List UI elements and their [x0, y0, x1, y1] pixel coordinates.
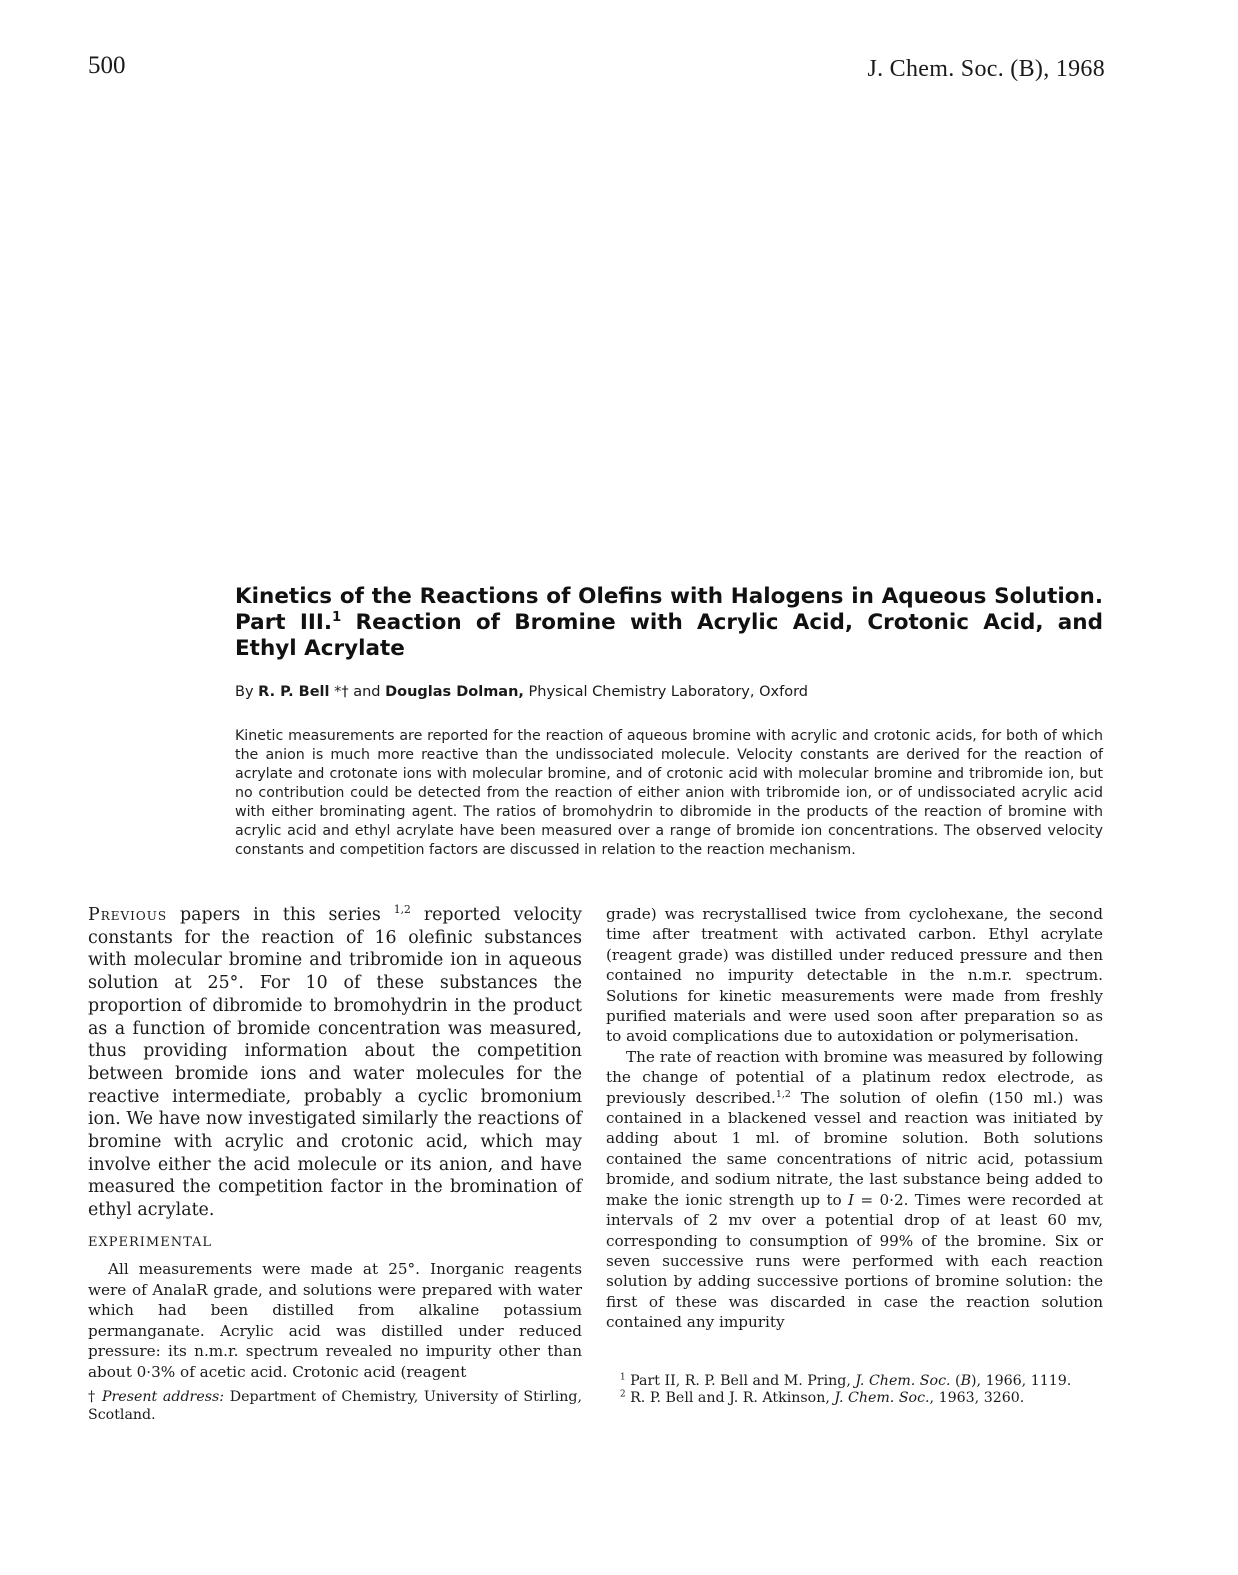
address-footnote — [88, 1388, 582, 1424]
dagger-mark: † — [88, 1389, 97, 1405]
intro-lead: Previous — [88, 905, 168, 925]
right-column — [606, 904, 1103, 1333]
experimental-paragraph: All measurements were made at 25°. Inorganic reagents were of AnalaR grade, and solutions were prepared with water which had been distilled from alkaline potassium permanganate. Acrylic acid was distilled under reduced pressure: its n.m.r. spectrum revealed no impurity other than about 0·3% of acetic acid. Crotonic acid (reagent — [88, 1260, 582, 1381]
experimental-heading: EXPERIMENTAL — [88, 1235, 213, 1250]
footnote-1 — [606, 1373, 1103, 1390]
title-subtitle: Reaction of Bromine with Acrylic Acid, Crotonic Acid, and Ethyl Acrylate — [235, 610, 1103, 661]
address-label: Present address: — [101, 1389, 225, 1405]
abstract: Kinetic measurements are reported for the reaction of aqueous bromine with acrylic and crotonic acids, for both of which the anion is much more reactive than the undissociated molecule. Velocity constants are derived for the reaction of acrylate and crotonate ions with molecular bromine, and of crotonic acid with molecular bromine and tribromide ion, but no contribution could be detected from the reaction of either anion with tribromide ion, or of undissociated acrylic acid with either brominating agent. The ratios of bromohydrin to dibromide in the products of the reaction of bromine with acrylic acid and ethyl acrylate have been measured over a range of bromide ion concentrations. The observed velocity constants and competition factors are discussed in relation to the reaction mechanism. — [235, 728, 1103, 858]
intro-paragraph — [88, 904, 582, 1222]
footnote-1-mid: ( — [950, 1373, 961, 1389]
affiliation: Physical Chemistry Laboratory, Oxford — [528, 684, 808, 700]
rate-text-a: The rate of reaction with bromine was measured by following the change of potential of a platinum redox electrode, as previously described. — [606, 1047, 1103, 1107]
byline-by: By — [235, 684, 254, 700]
article-title — [235, 584, 1103, 662]
right-paragraph-rate — [606, 1047, 1103, 1333]
byline — [235, 684, 808, 700]
footnote-1-mark: 1 — [620, 1372, 626, 1383]
journal-header: J. Chem. Soc. (B), 1968 — [867, 56, 1105, 82]
reference-footnotes — [606, 1373, 1103, 1407]
author-bell: R. P. Bell — [258, 684, 330, 700]
footnote-1-series: B — [960, 1373, 972, 1389]
footnote-1-pre: Part II, R. P. Bell and M. Pring, — [625, 1373, 856, 1389]
author-marks: *† — [334, 684, 349, 700]
footnote-1-post: ), 1966, 1119. — [971, 1373, 1072, 1389]
rate-ref: 1,2 — [775, 1088, 791, 1100]
ionic-strength-symbol: I — [848, 1190, 855, 1209]
title-main: Kinetics of the Reactions of Olefins with Halogens in Aqueous Solution. Part III. — [235, 584, 1103, 635]
address-text: Department of Chemistry, University of Stirling, Scotland. — [88, 1389, 582, 1423]
title-ref: 1 — [332, 609, 342, 625]
page-number: 500 — [88, 52, 126, 79]
right-paragraph-continued: grade) was recrystallised twice from cyclohexane, the second time after treatment with activated carbon. Ethyl acrylate (reagent grade) was distilled under reduced pressure and then contained no impurity detectable in the n.m.r. spectrum. Solutions for kinetic measurements were made from freshly purified materials and were used soon after preparation so as to avoid complications due to autoxidation or polymerisation. — [606, 905, 1103, 1046]
experimental-body — [88, 1259, 582, 1382]
rate-text-b: The solution of olefin (150 ml.) was contained in a blackened vessel and reaction was initiated by adding about 1 ml. of bromine solution. Both solutions contained the same concentrations of nitric acid, potassium bromide, and sodium nitrate, the last substance being added to make the ionic strength up to — [606, 1088, 1104, 1209]
footnote-2-journal: J. Chem. Soc. — [834, 1390, 930, 1406]
intro-ref: 1,2 — [393, 903, 411, 917]
footnote-1-journal: J. Chem. Soc. — [855, 1373, 951, 1389]
footnote-2-mark: 2 — [620, 1389, 626, 1400]
intro-text-1: papers in this series — [167, 905, 394, 925]
footnote-2-pre: R. P. Bell and J. R. Atkinson, — [625, 1390, 835, 1406]
footnote-2-post: , 1963, 3260. — [929, 1390, 1025, 1406]
footnote-2 — [606, 1390, 1103, 1407]
byline-and: and — [353, 684, 381, 700]
author-dolman: Douglas Dolman, — [385, 684, 524, 700]
intro-text-2: reported velocity constants for the reaction of 16 olefinic substances with molecular bromine and tribromide ion in aqueous solution at 25°. For 10 of these substances the proportion of dibromide to bromohydrin in the product as a function of bromide concentration was measured, thus providing information about the competition between bromide ions and water molecules for the reactive intermediate, probably a cyclic bromonium ion. We have now investigated similarly the reactions of bromine with acrylic and crotonic acid, which may involve either the acid molecule or its anion, and have measured the competition factor in the bromination of ethyl acrylate. — [88, 905, 582, 1221]
rate-text-c: = 0·2. Times were recorded at intervals of 2 mv over a potential drop of at least 60 mv, corresponding to consumption of 99% of the bromine. Six or seven successive runs were performed with each reaction solution by adding successive portions of bromine solution: the first of these was discarded in case the reaction solution contained any impurity — [606, 1190, 1103, 1332]
